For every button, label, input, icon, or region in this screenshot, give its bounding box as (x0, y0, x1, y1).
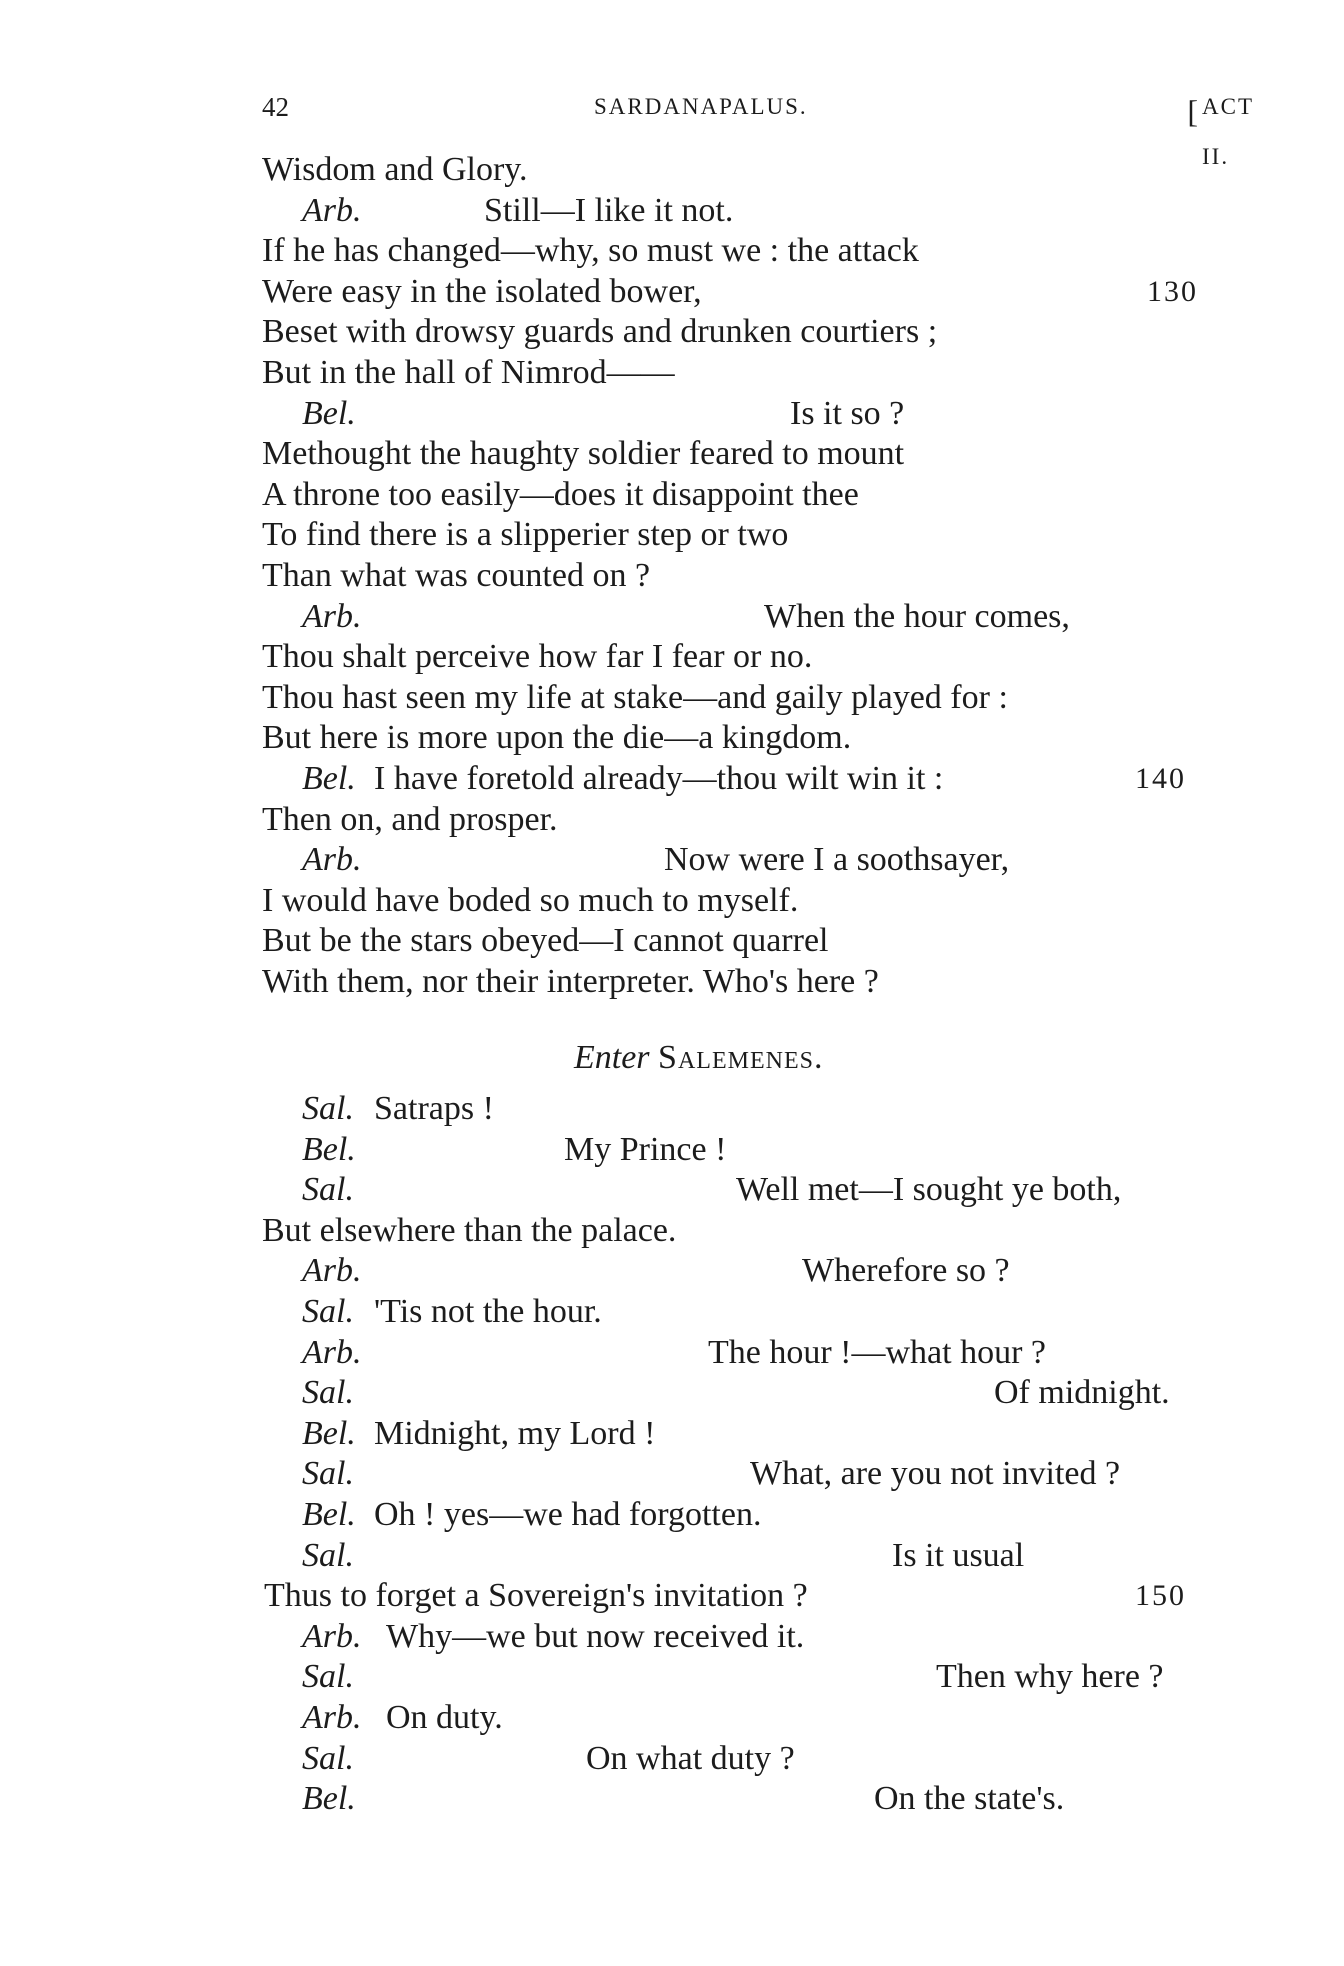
speaker: Arb. (302, 841, 362, 879)
verse-line (262, 637, 1222, 678)
speaker: Sal. (302, 1374, 354, 1412)
line-text: Than what was counted on ? (262, 556, 651, 594)
spacer (262, 1079, 1222, 1089)
line-text: Thou hast seen my life at stake—and gaily played for : (262, 678, 1008, 716)
line-text: I would have boded so much to myself. (262, 881, 799, 919)
line-text: Then why here ? (936, 1658, 1164, 1696)
dialogue-line (262, 1617, 1222, 1658)
line-text: But in the hall of Nimrod—— (262, 353, 675, 391)
speaker: Arb. (302, 191, 362, 229)
dialogue-line (262, 1170, 1222, 1211)
verse-line (262, 515, 1222, 556)
line-text: Still—I like it not. (484, 191, 734, 229)
line-text: But be the stars obeyed—I cannot quarrel (262, 922, 829, 960)
verse-line (262, 272, 1222, 313)
line-text: Wisdom and Glory. (262, 151, 528, 188)
verse-line (262, 840, 1222, 881)
line-text: When the hour comes, (764, 597, 1070, 635)
stage-verb: Enter (574, 1039, 650, 1077)
line-text: On duty. (386, 1698, 503, 1736)
speaker: Sal. (302, 1739, 354, 1777)
dialogue-line (262, 1454, 1222, 1495)
line-text: Thou shalt perceive how far I fear or no. (262, 638, 813, 676)
line-text: With them, nor their interpreter. Who's here ? (262, 962, 879, 1000)
act-bracket: [ (1187, 93, 1200, 129)
line-text: 'Tis not the hour. (374, 1293, 602, 1331)
speaker: Bel. (302, 1780, 356, 1818)
page-header (262, 82, 1254, 169)
line-text: Thus to forget a Sovereign's invitation ? (264, 1577, 808, 1615)
speaker: Bel. (302, 759, 356, 797)
verse-line (262, 394, 1222, 435)
line-text: Oh ! yes—we had forgotten. (374, 1496, 762, 1533)
speaker: Arb. (302, 1333, 362, 1371)
speaker: Bel. (302, 1130, 356, 1168)
dialogue-line (262, 1333, 1222, 1374)
verse-line (262, 718, 1222, 759)
verse-line (262, 475, 1222, 516)
verse-line (262, 759, 1222, 800)
line-text: Why—we but now received it. (386, 1617, 805, 1655)
dialogue-line (262, 1251, 1222, 1292)
dialogue-line (262, 1414, 1222, 1455)
line-text: Then on, and prosper. (262, 800, 558, 838)
act-text: ACT II. (1202, 94, 1254, 169)
dialogue-line (262, 1130, 1222, 1171)
stage-character: Salemenes. (658, 1039, 824, 1077)
verse-line (262, 191, 1222, 232)
line-text: On the state's. (874, 1780, 1065, 1818)
line-text: Midnight, my Lord ! (374, 1414, 656, 1452)
dialogue-line (262, 1292, 1222, 1333)
line-text: Methought the haughty soldier feared to mount (262, 435, 905, 473)
verse-text (262, 150, 1222, 1820)
line-text: I have foretold already—thou wilt win it : (374, 759, 944, 797)
line-text: Satraps ! (374, 1090, 494, 1128)
dialogue-line (262, 1657, 1222, 1698)
dialogue-line (262, 1739, 1222, 1780)
line-text: On what duty ? (586, 1739, 795, 1777)
line-text: A throne too easily—does it disappoint thee (262, 475, 859, 513)
verse-line (262, 231, 1222, 272)
act-label (1187, 82, 1254, 169)
stage-direction (262, 1038, 1222, 1079)
verse-line (262, 921, 1222, 962)
line-number: 140 (1135, 761, 1186, 795)
page-number: 42 (262, 92, 289, 122)
line-text: But here is more upon the die—a kingdom. (262, 719, 852, 757)
line-text: If he has changed—why, so must we : the attack (262, 232, 919, 270)
speaker: Arb. (302, 597, 362, 635)
line-text: My Prince ! (564, 1130, 727, 1168)
speaker: Sal. (302, 1171, 354, 1209)
line-text: The hour !—what hour ? (708, 1333, 1047, 1371)
speaker: Arb. (302, 1698, 362, 1736)
line-text: Now were I a soothsayer, (664, 841, 1010, 879)
dialogue-line (262, 1536, 1222, 1577)
line-text: But elsewhere than the palace. (262, 1211, 677, 1249)
speaker: Bel. (302, 394, 356, 432)
dialogue-line (262, 1779, 1222, 1820)
line-number: 150 (1135, 1579, 1186, 1613)
line-text: Well met—I sought ye both, (736, 1171, 1122, 1209)
speaker: Arb. (302, 1617, 362, 1655)
verse-line (262, 881, 1222, 922)
dialogue-line (262, 1576, 1222, 1617)
speaker: Sal. (302, 1455, 354, 1493)
dialogue-line (262, 1373, 1222, 1414)
line-number: 130 (1147, 274, 1198, 308)
line-text: Wherefore so ? (802, 1252, 1010, 1290)
speaker: Sal. (302, 1658, 354, 1696)
verse-line (262, 312, 1222, 353)
verse-line (262, 434, 1222, 475)
verse-line (262, 678, 1222, 719)
verse-line (262, 800, 1222, 841)
running-title: SARDANAPALUS. (594, 94, 808, 119)
line-text: Is it usual (892, 1536, 1025, 1574)
line-text: Beset with drowsy guards and drunken courtiers ; (262, 313, 938, 351)
verse-line (262, 353, 1222, 394)
dialogue-line (262, 1211, 1222, 1252)
line-text: Were easy in the isolated bower, (262, 272, 702, 310)
verse-line (262, 150, 1222, 191)
dialogue-line (262, 1698, 1222, 1739)
speaker: Arb. (302, 1252, 362, 1290)
line-text: Is it so ? (790, 394, 905, 432)
spacer (262, 1002, 1222, 1038)
line-text: To find there is a slipperier step or two (262, 516, 789, 554)
line-text: Of midnight. (994, 1374, 1170, 1412)
speaker: Bel. (302, 1414, 356, 1452)
line-text: What, are you not invited ? (750, 1455, 1121, 1493)
verse-line (262, 597, 1222, 638)
speaker: Sal. (302, 1090, 354, 1128)
dialogue-line (262, 1495, 1222, 1536)
speaker: Sal. (302, 1293, 354, 1331)
dialogue-line (262, 1089, 1222, 1130)
speaker: Sal. (302, 1536, 354, 1574)
verse-line (262, 556, 1222, 597)
verse-line (262, 962, 1222, 1003)
speaker: Bel. (302, 1496, 356, 1533)
